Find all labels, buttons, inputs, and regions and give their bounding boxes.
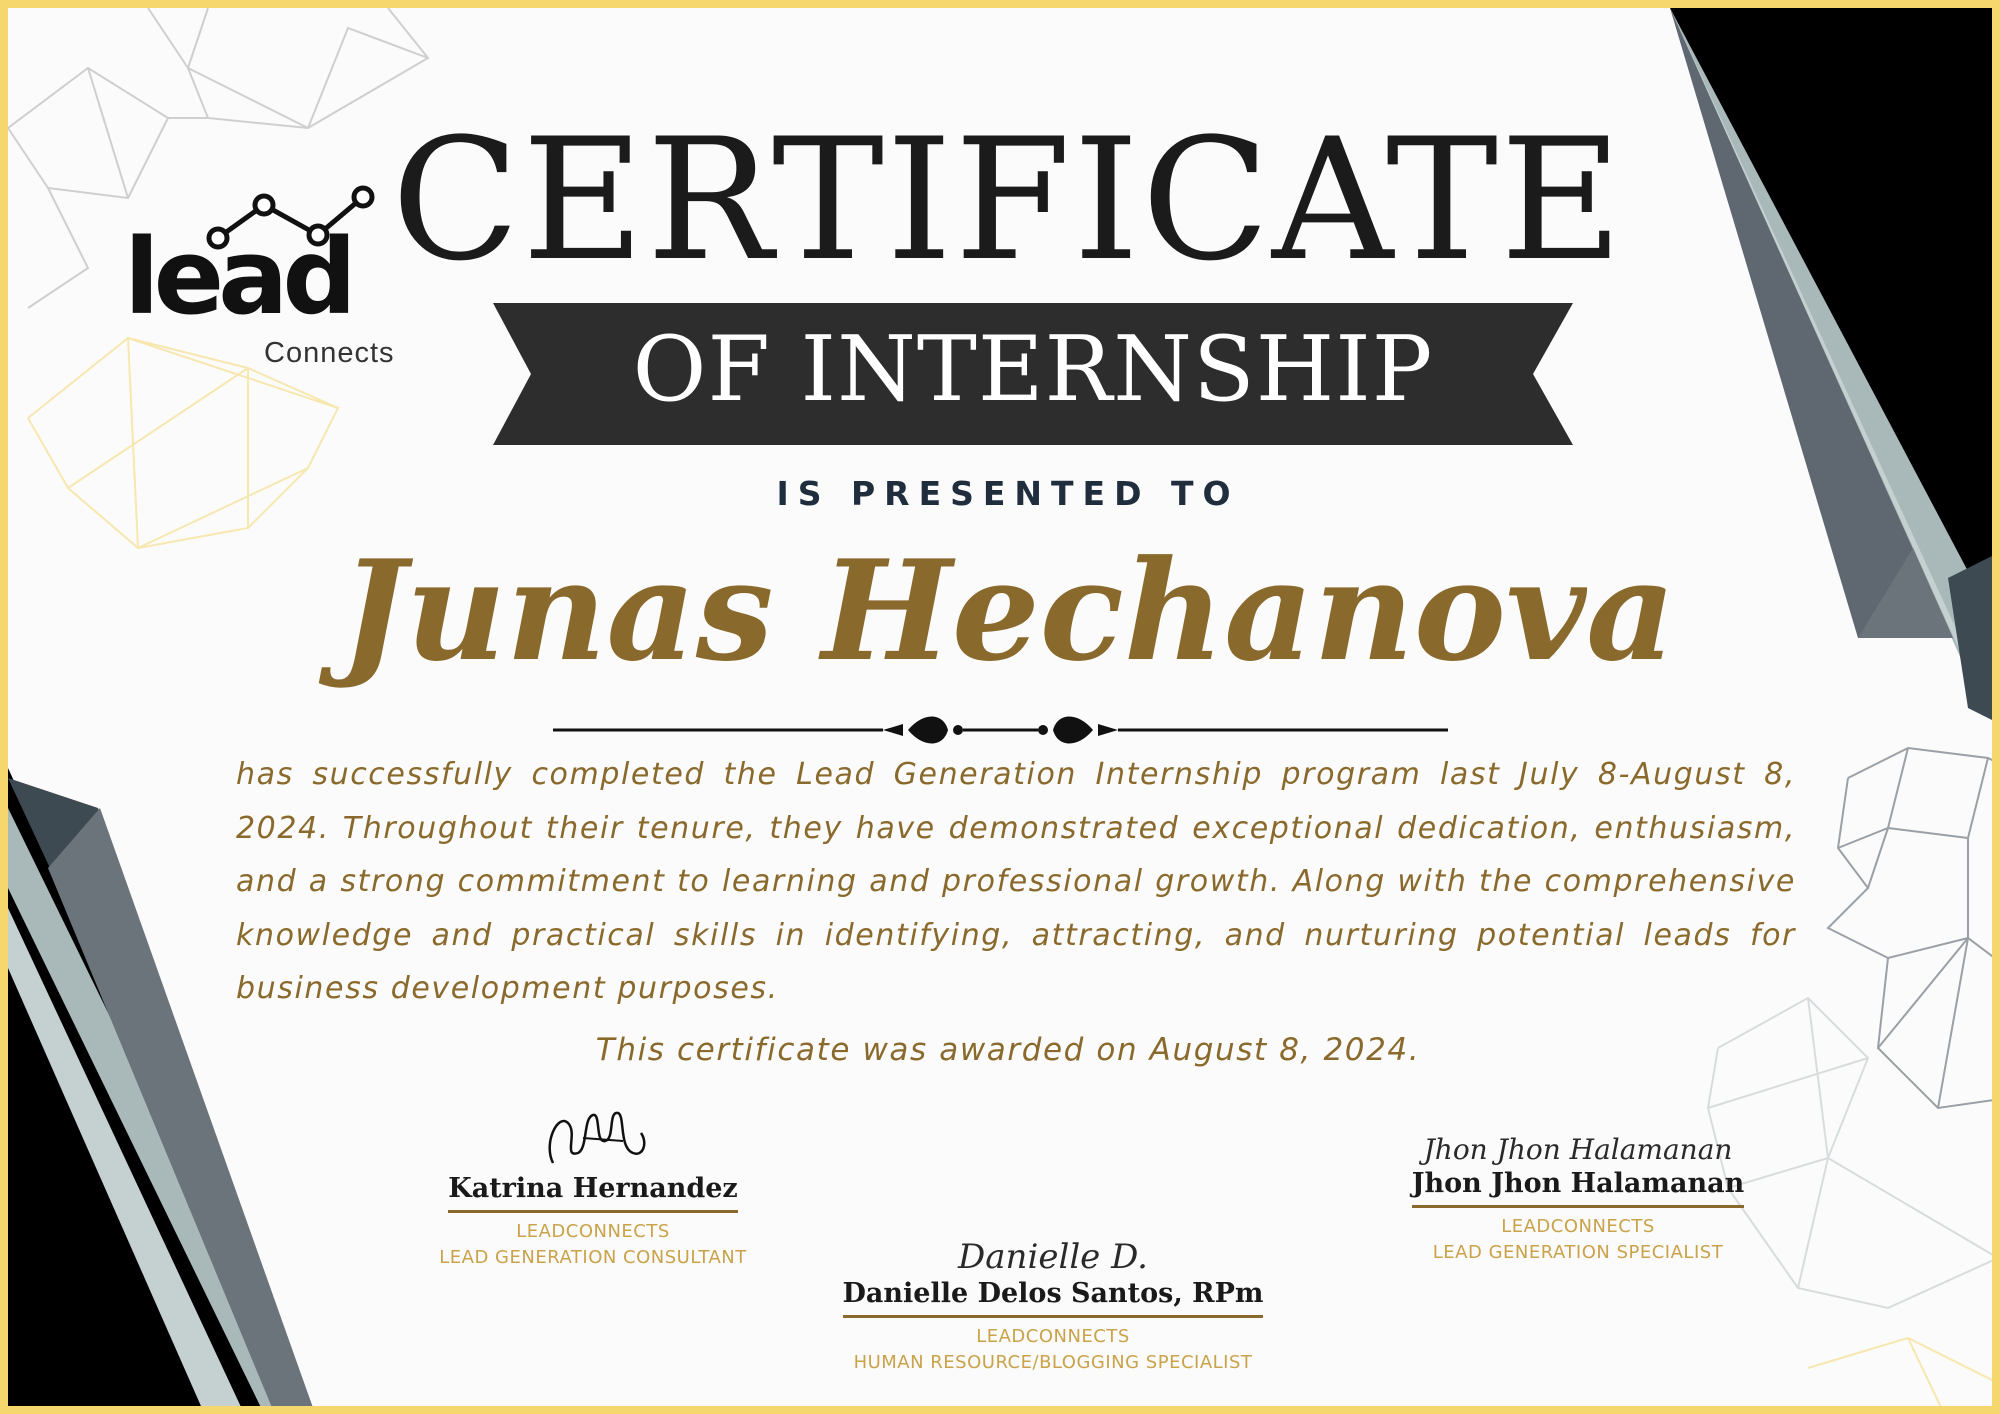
certificate-subtitle: OF INTERNSHIP (632, 317, 1434, 422)
signatory-role: LEAD GENERATION SPECIALIST (1432, 1242, 1724, 1263)
signatory-name: Katrina Hernandez (448, 1173, 738, 1213)
signatory-role: LEAD GENERATION CONSULTANT (439, 1247, 747, 1268)
signatory-block (808, 1237, 1298, 1376)
ornamental-divider (553, 708, 1448, 748)
logo-subtext: Connects (264, 337, 395, 369)
signatory-block (1388, 1133, 1768, 1266)
recipient-name: Junas Hechanova (340, 529, 1676, 692)
certificate-title: CERTIFICATE (391, 102, 1625, 298)
award-date-line: This certificate was awarded on August 8, 2024. (595, 1032, 1421, 1068)
signatory-name: Jhon Jhon Halamanan (1412, 1168, 1744, 1208)
logo-wordmark: lead (124, 216, 351, 338)
handwritten-signature (523, 1103, 663, 1173)
signatory-name: Danielle Delos Santos, RPm (843, 1278, 1264, 1318)
signatory-org: LEADCONNECTS (1501, 1216, 1655, 1237)
signature-script: Danielle D. (958, 1237, 1148, 1277)
signatory-org: LEADCONNECTS (976, 1326, 1130, 1347)
signatory-role: HUMAN RESOURCE/BLOGGING SPECIALIST (853, 1352, 1253, 1373)
presented-to-label: IS PRESENTED TO (776, 474, 1240, 513)
signatory-block (418, 1103, 768, 1271)
signatory-org: LEADCONNECTS (516, 1221, 670, 1242)
certificate-body: has successfully completed the Lead Generation Internship program last July 8-August 8, 2024. Throughout their tenure, they have demonstrated exceptional dedication, enthusiasm, and a strong commitment to learning and professional growth. Along with the comprehensive knowledge and practical skills in identifying, attracting, and nurturing potential leads for business development purposes. (236, 757, 1796, 1006)
signature-script: Jhon Jhon Halamanan (1423, 1133, 1733, 1166)
